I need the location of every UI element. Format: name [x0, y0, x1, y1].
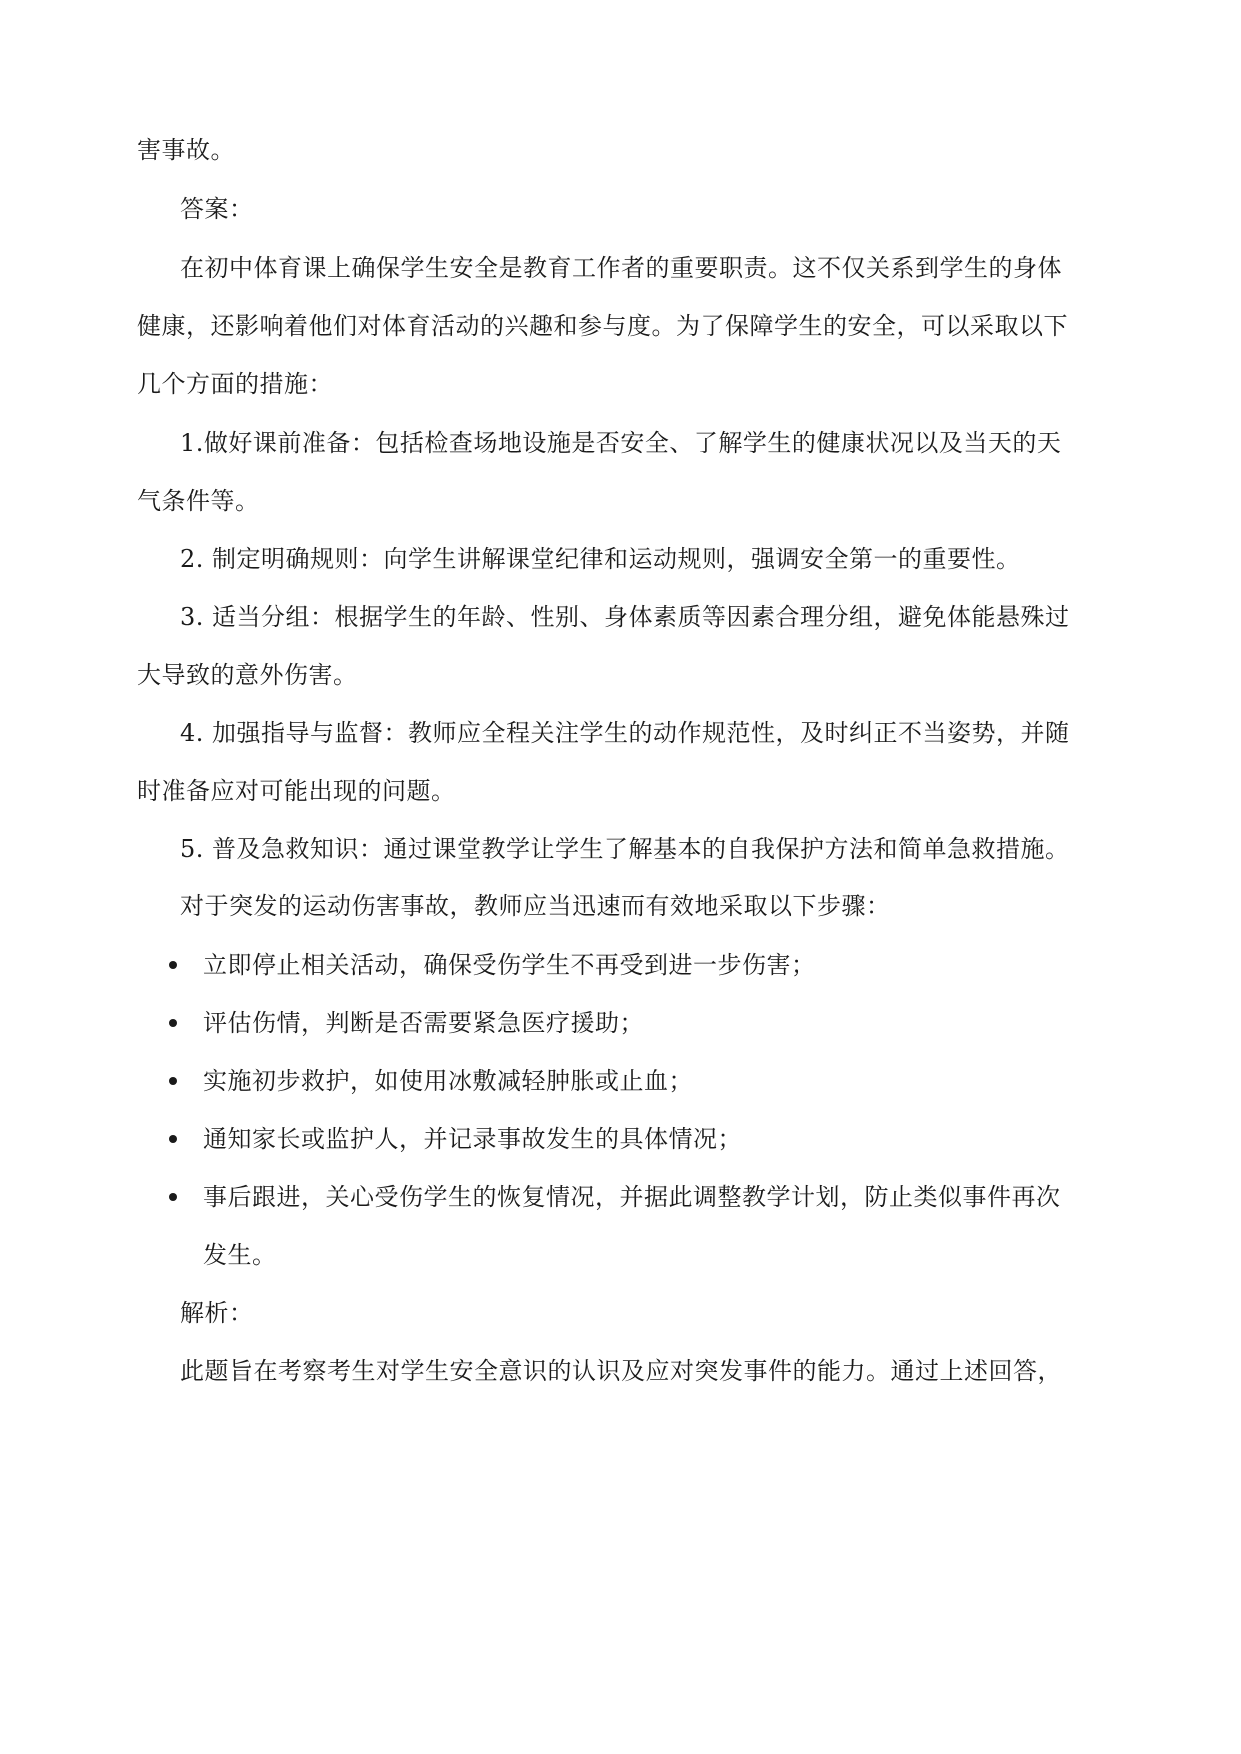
measure-1-line-2: 气条件等。 — [137, 487, 260, 515]
emergency-intro: 对于突发的运动伤害事故，教师应当迅速而有效地采取以下步骤： — [180, 892, 891, 920]
measure-3-line-2: 大导致的意外伤害。 — [137, 661, 358, 689]
step-5-line-1: 事后跟进，关心受伤学生的恢复情况，并据此调整教学计划，防止类似事件再次 — [203, 1183, 1061, 1211]
measure-1-line-1: 1.做好课前准备：包括检查场地设施是否安全、了解学生的健康状况以及当天的天 — [180, 429, 1062, 457]
measure-4-line-1: 4. 加强指导与监督：教师应全程关注学生的动作规范性，及时纠正不当姿势，并随 — [180, 719, 1070, 747]
measure-3-line-1: 3. 适当分组：根据学生的年龄、性别、身体素质等因素合理分组，避免体能悬殊过 — [180, 603, 1070, 631]
answer-para-line-3: 几个方面的措施： — [137, 370, 333, 398]
measure-5: 5. 普及急救知识：通过课堂教学让学生了解基本的自我保护方法和简单急救措施。 — [180, 835, 1070, 863]
bullet-dot-icon — [169, 1135, 177, 1143]
bullet-dot-icon — [169, 1193, 177, 1201]
step-5-line-2: 发生。 — [203, 1241, 277, 1269]
step-1: 立即停止相关活动，确保受伤学生不再受到进一步伤害； — [203, 951, 816, 979]
answer-para-line-2: 健康，还影响着他们对体育活动的兴趣和参与度。为了保障学生的安全，可以采取以下 — [137, 312, 1068, 340]
measure-2: 2. 制定明确规则：向学生讲解课堂纪律和运动规则，强调安全第一的重要性。 — [180, 545, 1021, 573]
bullet-dot-icon — [169, 961, 177, 969]
bullet-dot-icon — [169, 1077, 177, 1085]
step-2: 评估伤情，判断是否需要紧急医疗援助； — [203, 1009, 644, 1037]
analysis-heading: 解析： — [180, 1299, 254, 1327]
step-3: 实施初步救护，如使用冰敷减轻肿胀或止血； — [203, 1067, 693, 1095]
bullet-dot-icon — [169, 1019, 177, 1027]
answer-para-line-1: 在初中体育课上确保学生安全是教育工作者的重要职责。这不仅关系到学生的身体 — [180, 254, 1062, 282]
intro-tail: 害事故。 — [137, 136, 235, 164]
analysis-para-line-1: 此题旨在考察考生对学生安全意识的认识及应对突发事件的能力。通过上述回答， — [180, 1357, 1062, 1385]
answer-heading: 答案： — [180, 195, 254, 223]
measure-4-line-2: 时准备应对可能出现的问题。 — [137, 777, 456, 805]
step-4: 通知家长或监护人，并记录事故发生的具体情况； — [203, 1125, 742, 1153]
